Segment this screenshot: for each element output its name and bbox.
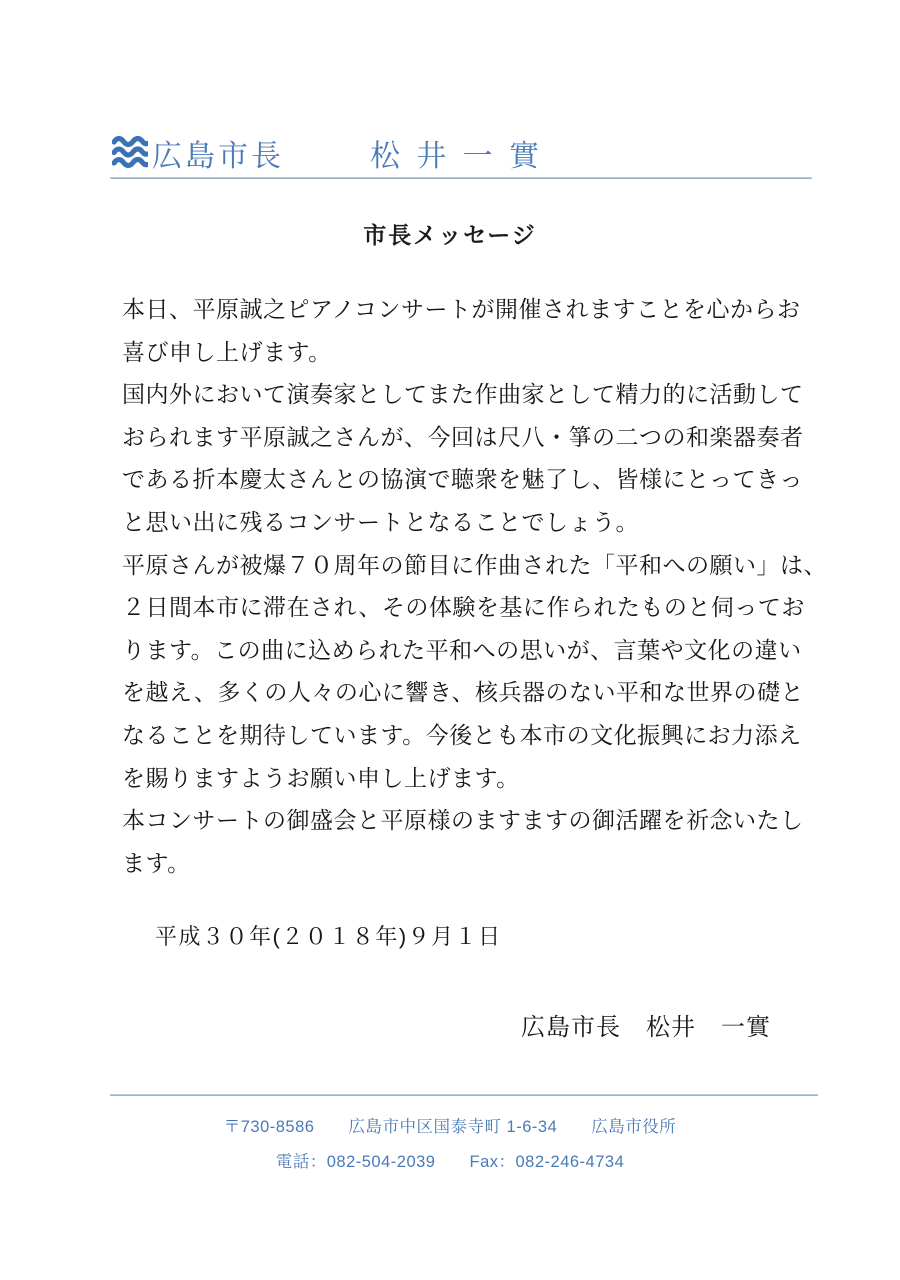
date-line: 平成３０年(２０１８年)９月１日: [155, 924, 502, 949]
body-line: 本コンサートの御盛会と平原様のますますの御活躍を祈念いたし: [122, 807, 804, 834]
footer-address: 〒730-8586 広島市中区国泰寺町 1-6-34 広島市役所: [223, 1118, 677, 1136]
letterhead: [112, 131, 543, 175]
body-line: ります。この曲に込められた平和への思いが、言葉や文化の違い: [122, 636, 802, 663]
body-line: 平原さんが被爆７０周年の節目に作曲された「平和への願い」は、: [122, 551, 827, 578]
footer-divider: [110, 1094, 818, 1096]
document-title: 市長メッセージ: [363, 222, 537, 248]
body-line: 国内外において演奏家としてまた作曲家として精力的に活動して: [122, 381, 804, 408]
body-line: を賜りますようお願い申し上げます。: [122, 764, 520, 791]
footer: [0, 1110, 900, 1180]
office-title: 広島市長: [152, 140, 284, 173]
body-line: ２日間本市に滞在され、その体験を基に作られたものと伺ってお: [122, 594, 805, 621]
footer-contact: 電話：082-504-2039 Fax：082-246-4734: [275, 1153, 625, 1171]
mayor-name: 松 井 一 實: [370, 140, 544, 173]
signature-line: 広島市長 松井 一實: [521, 1014, 771, 1041]
body-line: を越え、多くの人々の心に響き、核兵器のない平和な世界の礎と: [122, 679, 804, 706]
header-divider: [110, 177, 812, 179]
message-body: [122, 288, 827, 884]
body-line: と思い出に残るコンサートとなることでしょう。: [122, 508, 639, 535]
body-line: おられます平原誠之さんが、今回は尺八・箏の二つの和楽器奏者: [122, 423, 804, 450]
body-line: 喜び申し上げます。: [122, 338, 332, 365]
body-line: ます。: [122, 849, 191, 876]
body-line: なることを期待しています。今後とも本市の文化振興にお力添え: [122, 721, 802, 748]
body-line: である折本慶太さんとの協演で聴衆を魅了し、皆様にとってきっ: [122, 466, 804, 493]
hiroshima-wave-logo-icon: [112, 136, 148, 170]
body-line: 本日、平原誠之ピアノコンサートが開催されますことを心からお: [122, 296, 801, 322]
